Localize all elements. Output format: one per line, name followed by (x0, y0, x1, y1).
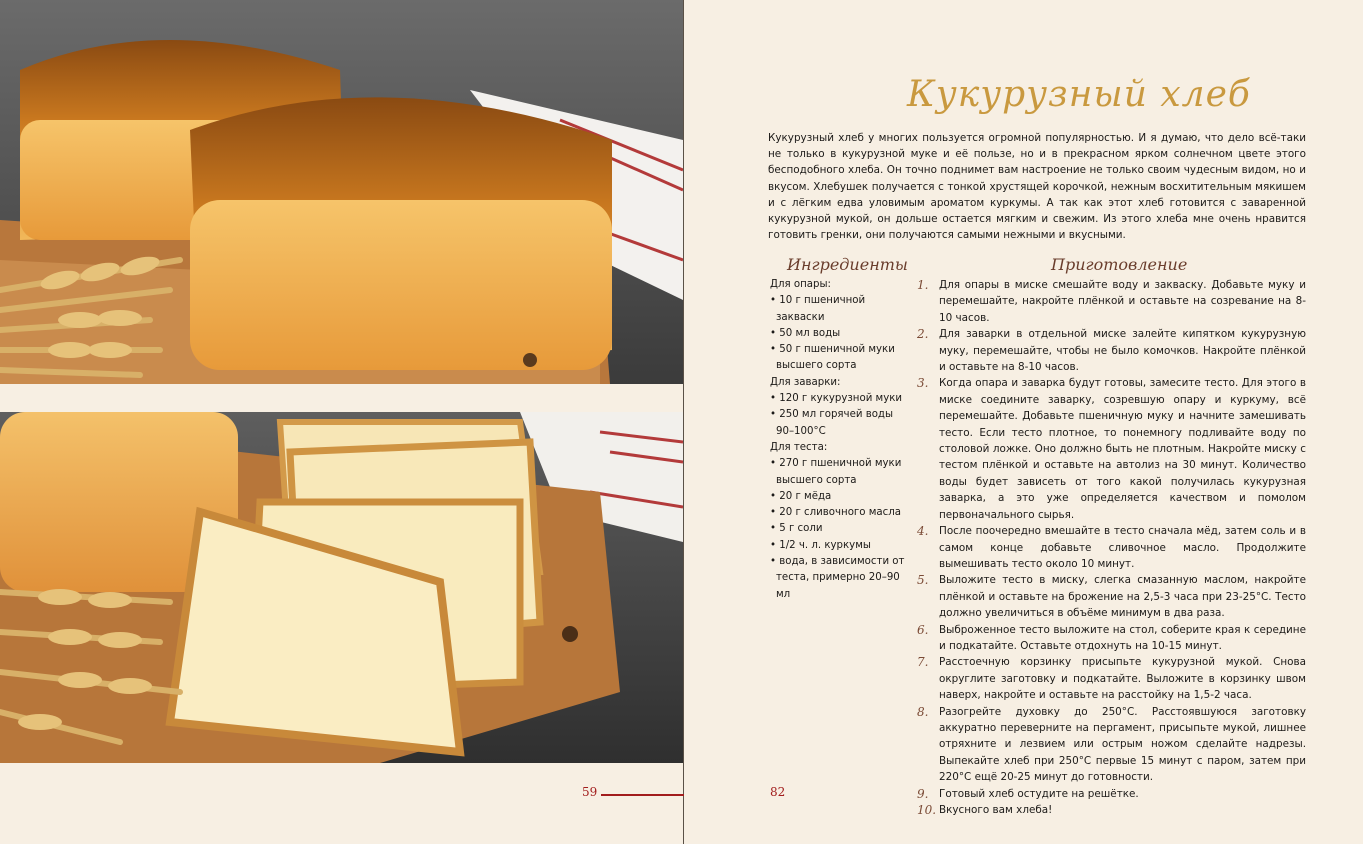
step-item (917, 704, 1306, 786)
step-number: 2. (917, 327, 929, 342)
ingredient-item: • 120 г кукурузной муки (770, 393, 903, 405)
preparation-heading: Приготовление (1051, 255, 1188, 274)
ingredient-group-label: Для теста: (770, 441, 828, 453)
step-number: 7. (917, 655, 929, 670)
step-number: 5. (917, 573, 929, 588)
bread-loaves-photo (0, 0, 683, 384)
step-number: 8. (917, 704, 929, 719)
ingredient-group-label: Для заварки: (770, 376, 841, 388)
step-text: После поочередно вмешайте в тесто сначала мёд, затем соль и в самом конце добавьте сливочное масло. Продолжите вымешивать тесто около 10 минут. (939, 525, 1306, 570)
ingredients-list (770, 277, 912, 603)
step-text: Когда опара и заварка будут готовы, замесите тесто. Для этого в миске соедините заварку, созревшую опару и куркуму, всё перемешайте. Добавьте пшеничную муку и начните замешивать тесто. Если тесто плотное, то понемногу подливайте воду по столовой ложке. Оно должно быть не плотным. Накройте миску с тестом плёнкой и оставьте на автолиз на 30 минут. Количество воды будет зависеть от того какой получилась кукурузная заварка, а это уже определяется качеством и помолом первоначального сырья. (939, 377, 1306, 521)
ingredient-item: • 50 мл воды (770, 327, 841, 339)
step-number: 1. (917, 278, 929, 292)
page-number-right: 82 (770, 785, 786, 799)
step-number: 3. (917, 376, 929, 391)
ingredient-item: • вода, в зависимости от теста, примерно 20–90 мл (770, 556, 905, 600)
ingredients-heading: Ингредиенты (787, 255, 908, 274)
step-item (917, 572, 1306, 621)
step-text: Выложите тесто в миску, слегка смазанную маслом, накройте плёнкой и оставьте на брожение на 2,5-3 часа при 23-25°С. Тесто должно увеличиться в объёме минимум в два раза. (939, 574, 1306, 620)
step-item (917, 375, 1306, 523)
recipe-intro: Кукурузный хлеб у многих пользуется огромной популярностью. И я думаю, что дело всё-таки не только в кукурузной муке и её пользе, но и в прекрасном ярком солнечном цвете этого бесподобного хлеба. Он точно поднимет вам настроение не только своим чудесным видом, но и вкусом. Хлебушек получается с тонкой хрустящей корочкой, нежным восхитительным мякишем и с лёгким едва уловимым ароматом куркумы. А так как этот хлеб готовится с заваренной кукурузной мукой, он дольше остается мягким и свежим. Из этого хлеба мне очень нравится готовить гренки, они получаются самыми нежными и вкусными. (768, 132, 1306, 242)
sliced-bread-photo (0, 412, 683, 763)
step-number: 9. (917, 786, 929, 801)
step-number: 10. (917, 803, 937, 817)
step-text: Для заварки в отдельной миске залейте кипятком кукурузную муку, перемешайте, чтобы не было комочков. Накройте плёнкой и оставьте на 8-10 часов. (939, 328, 1306, 374)
ingredient-item: • 250 мл горячей воды 90–100°С (770, 409, 894, 437)
step-item (917, 622, 1306, 655)
ingredient-item: • 50 г пшеничной муки высшего сорта (770, 344, 895, 372)
ingredient-group-label: Для опары: (770, 279, 831, 290)
step-text: Разогрейте духовку до 250°С. Расстоявшуюся заготовку аккуратно переверните на пергамент, присыпьте мукой, лишнее отряхните и лезвием или острым ножом сделайте надрезы. Выпекайте хлеб при 250°С первые 15 минут с паром, затем при 220°С ещё 20-25 минут до готовности. (939, 705, 1306, 784)
step-item (917, 786, 1306, 802)
ingredient-item: • 10 г пшеничной закваски (770, 295, 866, 323)
ingredient-item: • 20 г мёда (770, 490, 832, 502)
preparation-steps (917, 277, 1306, 818)
step-number: 6. (917, 622, 929, 637)
step-item (917, 654, 1306, 703)
step-item (917, 523, 1306, 572)
step-item (917, 326, 1306, 375)
step-item (917, 802, 1306, 818)
recipe-title: Кукурузный хлеб (907, 74, 1251, 115)
step-text: Для опары в миске смешайте воду и закваску. Добавьте муку и перемешайте, накройте плёнкой и оставьте на созревание на 8-10 часов. (939, 279, 1306, 324)
ingredient-item: • 20 г сливочного масла (770, 507, 902, 519)
step-item (917, 277, 1306, 326)
ingredient-item: • 5 г соли (770, 523, 823, 535)
step-text: Готовый хлеб остудите на решётке. (939, 787, 1139, 800)
step-text: Расстоечную корзинку присыпьте кукурузной мукой. Снова округлите заготовку и подкатайте. Выложите в корзинку швом наверх, накройте и оставьте на расстойку на 1,5-2 часа. (939, 656, 1306, 702)
ingredient-item: • 1/2 ч. л. куркумы (770, 539, 871, 551)
ingredient-item: • 270 г пшеничной муки высшего сорта (770, 458, 902, 486)
page-number-left: 59 (582, 785, 598, 799)
step-text: Вкусного вам хлеба! (939, 804, 1053, 816)
step-number: 4. (917, 524, 929, 539)
step-text: Выброженное тесто выложите на стол, соберите края к середине и подкатайте. Оставьте отдохнуть на 10-15 минут. (939, 623, 1306, 652)
